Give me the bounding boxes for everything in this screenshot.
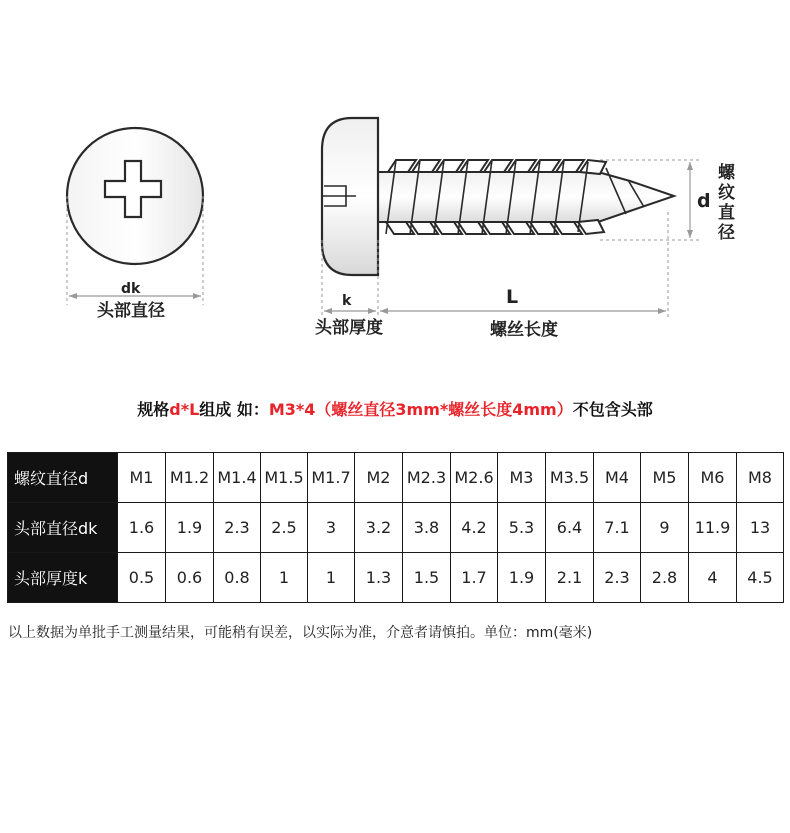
size-table [7, 452, 784, 603]
L-dimension-line [380, 308, 666, 314]
footnote: 以上数据为单批手工测量结果，可能稍有误差，以实际为准，介意者请慎拍。单位：mm(毫米) [8, 625, 593, 641]
d-dimension-line [687, 162, 693, 238]
table-cell: M4 [594, 453, 641, 503]
table-cell: M3 [498, 453, 546, 503]
table-cell: 4.5 [737, 553, 784, 603]
table-cell: M1.5 [261, 453, 308, 503]
head-front-view [67, 128, 203, 305]
table-cell: 2.8 [641, 553, 689, 603]
table-cell: M2.6 [451, 453, 498, 503]
table-cell: 0.8 [214, 553, 261, 603]
table-cell: 9 [641, 503, 689, 553]
table-cell: 1.9 [498, 553, 546, 603]
table-cell: M1.4 [214, 453, 261, 503]
table-cell: M1 [118, 453, 166, 503]
table-cell: 13 [737, 503, 784, 553]
table-cell: 4 [689, 553, 737, 603]
table-cell: M2.3 [403, 453, 451, 503]
spec-middle: 组成 如： [199, 400, 269, 419]
table-cell: 2.1 [546, 553, 594, 603]
spec-example: M3*4（螺丝直径3mm*螺丝长度4mm） [268, 400, 573, 419]
spec-suffix: 不包含头部 [572, 400, 653, 419]
row-header: 螺纹直径d [8, 453, 118, 503]
table-cell: 7.1 [594, 503, 641, 553]
table-cell: 1 [261, 553, 308, 603]
thread-diameter-vertical-label: 螺 纹 直 径 [718, 163, 735, 243]
head-thickness-row [8, 553, 784, 603]
table-cell: 1.6 [118, 503, 166, 553]
d-symbol-label: d [697, 190, 711, 212]
row-header: 头部厚度k [8, 553, 118, 603]
table-cell: 0.6 [166, 553, 214, 603]
head-thickness-label: 头部厚度 [315, 318, 383, 338]
table-cell: M1.2 [166, 453, 214, 503]
table-cell: 3 [308, 503, 355, 553]
L-symbol-label: L [506, 286, 519, 308]
table-cell: M5 [641, 453, 689, 503]
table-cell: M2 [355, 453, 403, 503]
table-cell: 1 [308, 553, 355, 603]
spec-description [0, 397, 790, 420]
table-cell: M3.5 [546, 453, 594, 503]
thread-length-label: 螺丝长度 [490, 320, 558, 340]
table-cell: 1.3 [355, 553, 403, 603]
table-cell: 11.9 [689, 503, 737, 553]
table-cell: M1.7 [308, 453, 355, 503]
table-cell: 6.4 [546, 503, 594, 553]
screw-diagram [0, 0, 790, 390]
table-cell: 1.7 [451, 553, 498, 603]
row-header: 头部直径dk [8, 503, 118, 553]
table-cell: 3.2 [355, 503, 403, 553]
head-diameter-row [8, 503, 784, 553]
head-diameter-label: 头部直径 [97, 301, 165, 321]
dk-symbol-label: dk [121, 281, 141, 297]
spec-formula: d*L [169, 400, 200, 419]
spec-prefix: 规格 [137, 400, 170, 419]
table-cell: 4.2 [451, 503, 498, 553]
table-cell: 3.8 [403, 503, 451, 553]
k-symbol-label: k [342, 293, 352, 309]
table-cell: 5.3 [498, 503, 546, 553]
table-cell: M6 [689, 453, 737, 503]
table-cell: 2.3 [594, 553, 641, 603]
table-cell: M8 [737, 453, 784, 503]
thread-diameter-row [8, 453, 784, 503]
table-cell: 0.5 [118, 553, 166, 603]
table-cell: 2.5 [261, 503, 308, 553]
table-cell: 2.3 [214, 503, 261, 553]
table-cell: 1.5 [403, 553, 451, 603]
table-cell: 1.9 [166, 503, 214, 553]
